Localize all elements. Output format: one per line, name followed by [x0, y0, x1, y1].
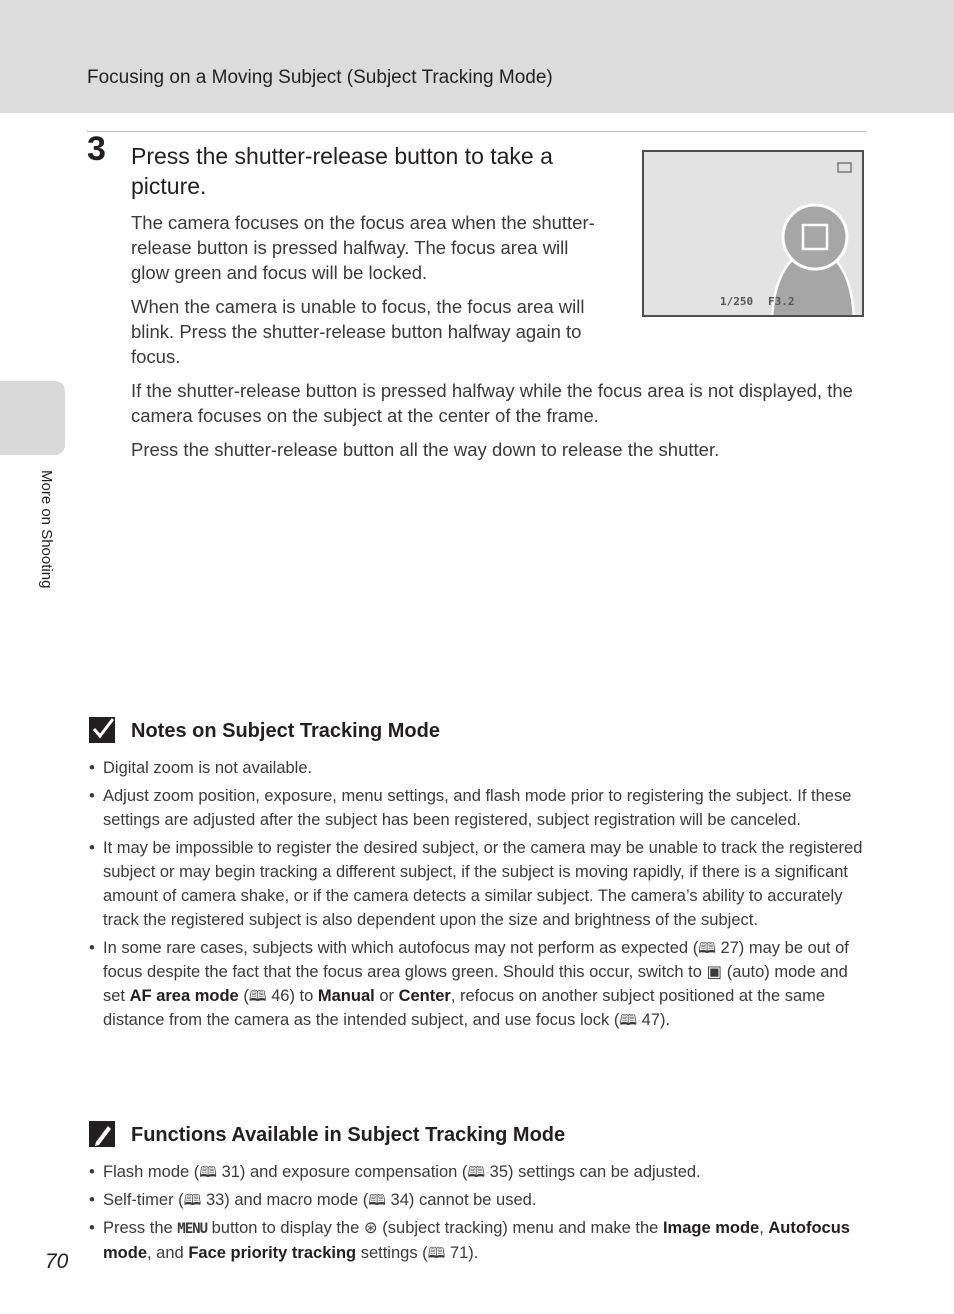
- step-paragraph-4: Press the shutter-release button all the way down to release the shutter.: [131, 439, 720, 460]
- camera-icon: ▣: [706, 963, 723, 981]
- list-item: • In some rare cases, subjects with which autofocus may not perform as expected (🕮 27) may be out of focus despite the fact that the focus area glows green. Should this occur, switch to ▣ (auto) mode and set AF area mode (🕮 46) to Manual or Center, refocus on another subject positioned at the same distance from the camera as the intended subject, and use focus lock (🕮 47).: [87, 936, 867, 1032]
- book-ref-icon: 🕮: [698, 939, 716, 957]
- step-paragraph-3: If the shutter-release button is pressed halfway while the focus area is not displayed, the camera focuses on the subject at the center of the frame.: [131, 380, 853, 426]
- subject-head: [783, 205, 847, 269]
- list-item: • Self-timer (🕮 33) and macro mode (🕮 34) cannot be used.: [87, 1188, 867, 1212]
- step-number: 3: [87, 130, 106, 168]
- step-title: Press the shutter-release button to take a picture.: [131, 143, 553, 199]
- running-header: Focusing on a Moving Subject (Subject Tracking Mode): [87, 67, 553, 88]
- book-ref-icon: 🕮: [467, 1163, 486, 1181]
- step-paragraph-2: When the camera is unable to focus, the focus area will blink. Press the shutter-release button halfway again to focus.: [131, 296, 585, 367]
- section-divider: [87, 131, 866, 132]
- header-band: [0, 0, 954, 113]
- step-paragraph-1: The camera focuses on the focus area when the shutter-release button is pressed halfway. The focus area will glow green and focus will be locked.: [131, 212, 595, 283]
- menu-button-label: MENU: [177, 1221, 208, 1237]
- subject-tracking-icon: ⊛: [363, 1219, 378, 1237]
- functions-list: [87, 1160, 867, 1269]
- functions-heading: Functions Available in Subject Tracking Mode: [131, 1124, 566, 1146]
- chapter-tab-label: More on Shooting: [38, 470, 55, 589]
- list-item: • Press the MENU button to display the ⊛ (subject tracking) menu and make the Image mode, Autofocus mode, and Face priority tracking settings (🕮 71).: [87, 1216, 867, 1265]
- list-item: • Digital zoom is not available.: [87, 756, 867, 780]
- chapter-tab: [0, 381, 65, 455]
- book-ref-icon: 🕮: [248, 987, 267, 1005]
- caution-check-icon: [88, 716, 118, 744]
- aperture-readout: F3.2: [768, 295, 795, 308]
- list-item: • Flash mode (🕮 31) and exposure compensation (🕮 35) settings can be adjusted.: [87, 1160, 867, 1184]
- notes-list: [87, 756, 867, 1036]
- book-ref-icon: 🕮: [619, 1011, 638, 1029]
- notes-heading: Notes on Subject Tracking Mode: [131, 720, 440, 742]
- book-ref-icon: 🕮: [368, 1191, 386, 1209]
- book-ref-icon: 🕮: [183, 1191, 202, 1209]
- battery-icon: [838, 163, 851, 172]
- book-ref-icon: 🕮: [427, 1244, 446, 1262]
- camera-monitor-illustration: [642, 150, 864, 317]
- shutter-speed-readout: 1/250: [720, 295, 754, 308]
- list-item: • Adjust zoom position, exposure, menu settings, and flash mode prior to registering the subject. If these settings are adjusted after the subject has been registered, subject registration will be canceled.: [87, 784, 867, 832]
- list-item: • It may be impossible to register the desired subject, or the camera may be unable to track the registered subject or may begin tracking a different subject, if the subject is moving rapidly, if there is a significant amount of camera shake, or if the camera detects a similar subject. The camera’s ability to accurately track the registered subject is also dependent upon the size and brightness of the subject.: [87, 836, 867, 932]
- book-ref-icon: 🕮: [199, 1163, 217, 1181]
- page-number: 70: [45, 1250, 69, 1273]
- pencil-note-icon: [88, 1120, 118, 1148]
